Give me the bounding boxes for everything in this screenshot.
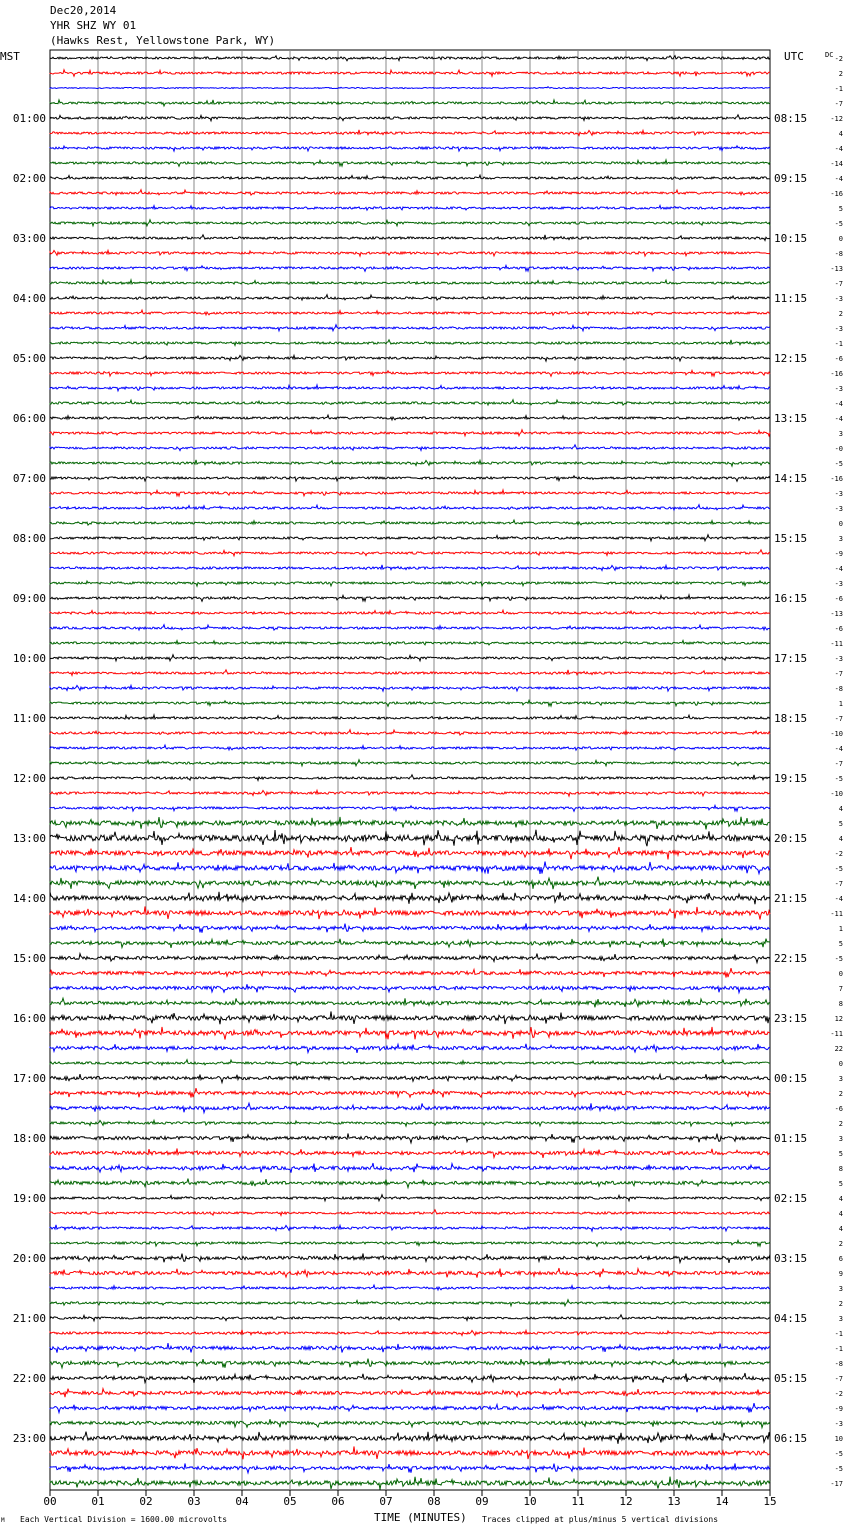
right-hour-label: 12:15 xyxy=(774,352,808,365)
seismic-trace xyxy=(50,490,770,496)
left-hour-label: 09:00 xyxy=(12,592,46,605)
dc-offset-label: 0 xyxy=(838,235,843,243)
x-tick-label: 09 xyxy=(475,1495,489,1508)
right-hour-label: 09:15 xyxy=(774,172,808,185)
seismic-trace xyxy=(50,1074,770,1082)
right-hour-label: 18:15 xyxy=(774,712,808,725)
seismic-trace xyxy=(50,1315,770,1321)
seismic-trace xyxy=(50,520,770,525)
left-hour-label: 08:00 xyxy=(12,532,46,545)
dc-offset-label: -9 xyxy=(834,550,843,558)
seismic-trace xyxy=(50,1179,770,1188)
x-tick-label: 13 xyxy=(667,1495,681,1508)
seismic-trace xyxy=(50,1373,770,1383)
dc-offset-label: 4 xyxy=(838,835,843,843)
dc-offset-label: -3 xyxy=(834,490,843,498)
seismic-trace xyxy=(50,790,770,796)
right-hour-label: 21:15 xyxy=(774,892,808,905)
seismic-trace xyxy=(50,385,770,391)
seismic-trace xyxy=(50,1358,770,1367)
dc-offset-label: 5 xyxy=(838,1180,843,1188)
left-hour-label: 19:00 xyxy=(12,1192,46,1205)
dc-offset-label: -7 xyxy=(834,880,843,888)
x-tick-label: 06 xyxy=(331,1495,345,1508)
seismic-trace xyxy=(50,295,770,300)
x-tick-label: 03 xyxy=(187,1495,201,1508)
seismic-trace xyxy=(50,984,770,992)
seismic-trace xyxy=(50,205,770,210)
dc-offset-label: -3 xyxy=(834,1420,843,1428)
dc-offset-label: -5 xyxy=(834,1450,843,1458)
right-hour-label: 03:15 xyxy=(774,1252,808,1265)
seismic-trace xyxy=(50,430,770,436)
dc-offset-label: -3 xyxy=(834,295,843,303)
left-hour-label: 20:00 xyxy=(12,1252,46,1265)
dc-offset-label: -3 xyxy=(834,580,843,588)
dc-offset-label: -0 xyxy=(834,445,843,453)
seismic-trace xyxy=(50,700,770,706)
seismic-trace xyxy=(50,1195,770,1201)
seismic-trace xyxy=(50,400,770,405)
seismic-trace xyxy=(50,220,770,226)
seismic-trace xyxy=(50,1300,770,1306)
seismic-trace xyxy=(50,235,770,241)
seismic-trace xyxy=(50,550,770,556)
seismic-trace xyxy=(50,877,770,890)
seismic-trace xyxy=(50,280,770,284)
dc-offset-label: 1 xyxy=(838,925,843,933)
seismic-trace xyxy=(50,1389,770,1398)
dc-offset-label: -1 xyxy=(834,340,843,348)
seismic-trace xyxy=(50,610,770,614)
x-tick-label: 01 xyxy=(91,1495,105,1508)
left-hour-label: 21:00 xyxy=(12,1312,46,1325)
left-hour-label: 10:00 xyxy=(12,652,46,665)
right-hour-label: 04:15 xyxy=(774,1312,808,1325)
right-hour-label: 08:15 xyxy=(774,112,808,125)
seismic-trace xyxy=(50,1343,770,1353)
x-axis-title: TIME (MINUTES) xyxy=(374,1511,467,1524)
header-date: Dec20,2014 xyxy=(50,4,117,17)
dc-offset-label: -7 xyxy=(834,760,843,768)
seismic-trace xyxy=(50,892,770,904)
left-hour-label: 02:00 xyxy=(12,172,46,185)
footer-mark: M xyxy=(1,1517,5,1524)
dc-offset-label: 4 xyxy=(838,130,843,138)
seismic-trace xyxy=(50,817,770,830)
dc-offset-label: -2 xyxy=(834,850,843,858)
seismic-trace xyxy=(50,1330,770,1336)
dc-offset-label: -8 xyxy=(834,685,843,693)
dc-offset-label: 4 xyxy=(838,1225,843,1233)
seismic-trace xyxy=(50,160,770,166)
dc-offset-label: 1 xyxy=(838,700,843,708)
dc-offset-label: -4 xyxy=(834,895,843,903)
footer-clip-note: Traces clipped at plus/minus 5 vertical divisions xyxy=(482,1515,719,1524)
seismic-trace xyxy=(50,1432,770,1444)
left-hour-label: 04:00 xyxy=(12,292,46,305)
seismic-trace xyxy=(50,1120,770,1126)
dc-offset-label: -7 xyxy=(834,715,843,723)
seismic-trace xyxy=(50,670,770,676)
dc-offset-label: -5 xyxy=(834,460,843,468)
right-hour-label: 19:15 xyxy=(774,772,808,785)
dc-offset-label: -1 xyxy=(834,1345,843,1353)
right-hour-label: 00:15 xyxy=(774,1072,808,1085)
seismic-trace xyxy=(50,476,770,481)
x-tick-label: 05 xyxy=(283,1495,297,1508)
seismic-trace xyxy=(50,1463,770,1472)
right-hour-label: 06:15 xyxy=(774,1432,808,1445)
dc-offset-label: -4 xyxy=(834,565,843,573)
dc-offset-label: -16 xyxy=(830,475,843,483)
dc-offset-label: -7 xyxy=(834,280,843,288)
seismic-trace xyxy=(50,730,770,735)
seismic-trace xyxy=(50,1253,770,1262)
dc-offset-label: -11 xyxy=(830,640,843,648)
x-tick-label: 12 xyxy=(619,1495,633,1508)
dc-offset-label: 3 xyxy=(838,1315,843,1323)
seismic-trace xyxy=(50,938,770,948)
seismic-trace xyxy=(50,625,770,630)
header-location: (Hawks Rest, Yellowstone Park, WY) xyxy=(50,34,276,47)
seismic-trace xyxy=(50,100,770,106)
seismic-trace xyxy=(50,445,770,451)
left-hour-label: 15:00 xyxy=(12,952,46,965)
dc-offset-label: 2 xyxy=(838,1090,843,1098)
dc-offset-label: -12 xyxy=(830,115,843,123)
dc-offset-label: 0 xyxy=(838,970,843,978)
left-hour-label: 18:00 xyxy=(12,1132,46,1145)
right-hour-label: 14:15 xyxy=(774,472,808,485)
dc-offset-label: 3 xyxy=(838,535,843,543)
seismic-trace xyxy=(50,265,770,271)
dc-offset-label: -13 xyxy=(830,265,843,273)
left-hour-label: 23:00 xyxy=(12,1432,46,1445)
seismic-trace xyxy=(50,355,770,361)
dc-offset-label: 2 xyxy=(838,70,843,78)
dc-offset-label: -4 xyxy=(834,145,843,153)
seismic-trace xyxy=(50,1268,770,1278)
seismic-trace xyxy=(50,830,770,846)
right-hour-label: 23:15 xyxy=(774,1012,808,1025)
seismic-trace xyxy=(50,1240,770,1246)
dc-offset-label: -3 xyxy=(834,385,843,393)
dc-offset-label: 5 xyxy=(838,820,843,828)
dc-header-label: DC xyxy=(825,51,834,59)
dc-offset-label: 5 xyxy=(838,205,843,213)
seismic-trace xyxy=(50,535,770,541)
x-tick-label: 15 xyxy=(763,1495,777,1508)
x-tick-label: 07 xyxy=(379,1495,393,1508)
seismic-trace xyxy=(50,310,770,315)
seismic-trace xyxy=(50,581,770,586)
dc-offset-label: -10 xyxy=(830,790,843,798)
left-hour-label: 22:00 xyxy=(12,1372,46,1385)
dc-offset-label: -3 xyxy=(834,325,843,333)
seismic-trace xyxy=(50,998,770,1007)
left-timezone-label: MST xyxy=(0,50,20,63)
dc-offset-label: -5 xyxy=(834,955,843,963)
left-hour-label: 16:00 xyxy=(12,1012,46,1025)
dc-offset-label: -5 xyxy=(834,775,843,783)
seismic-trace xyxy=(50,1060,770,1065)
dc-offset-label: 8 xyxy=(838,1165,843,1173)
right-hour-label: 16:15 xyxy=(774,592,808,605)
left-hour-label: 01:00 xyxy=(12,112,46,125)
dc-offset-label: -1 xyxy=(834,1330,843,1338)
seismic-trace xyxy=(50,1225,770,1231)
dc-offset-label: 10 xyxy=(834,1435,843,1443)
seismic-trace xyxy=(50,325,770,331)
seismic-trace xyxy=(50,115,770,121)
dc-offset-label: 4 xyxy=(838,1195,843,1203)
seismic-trace xyxy=(50,595,770,601)
dc-offset-label: -5 xyxy=(834,865,843,873)
seismic-trace xyxy=(50,805,770,811)
footer-scale: Each Vertical Division = 1600.00 microvolts xyxy=(20,1515,228,1524)
dc-offset-label: 4 xyxy=(838,805,843,813)
seismic-trace xyxy=(50,56,770,61)
seismic-trace xyxy=(50,655,770,661)
seismic-trace xyxy=(50,760,770,766)
x-tick-label: 14 xyxy=(715,1495,729,1508)
seismic-trace xyxy=(50,370,770,376)
dc-offset-label: -16 xyxy=(830,190,843,198)
seismic-trace xyxy=(50,745,770,750)
dc-offset-label: 22 xyxy=(834,1045,843,1053)
right-timezone-label: UTC xyxy=(784,50,804,63)
dc-offset-label: 3 xyxy=(838,1075,843,1083)
seismic-trace xyxy=(50,906,770,919)
right-hour-label: 01:15 xyxy=(774,1132,808,1145)
seismic-trace xyxy=(50,685,770,691)
seismic-trace xyxy=(50,1163,770,1173)
seismic-trace xyxy=(50,1446,770,1459)
dc-offset-label: -11 xyxy=(830,910,843,918)
dc-offset-label: 3 xyxy=(838,1135,843,1143)
dc-offset-label: 2 xyxy=(838,1240,843,1248)
dc-offset-label: -6 xyxy=(834,625,843,633)
right-hour-label: 02:15 xyxy=(774,1192,808,1205)
dc-offset-label: 5 xyxy=(838,940,843,948)
seismic-trace xyxy=(50,1103,770,1112)
dc-offset-label: -13 xyxy=(830,610,843,618)
seismic-trace xyxy=(50,340,770,346)
seismic-trace xyxy=(50,565,770,571)
right-hour-label: 15:15 xyxy=(774,532,808,545)
x-tick-label: 10 xyxy=(523,1495,537,1508)
right-hour-label: 10:15 xyxy=(774,232,808,245)
seismic-trace xyxy=(50,1419,770,1427)
dc-offset-label: -7 xyxy=(834,1375,843,1383)
dc-offset-label: 2 xyxy=(838,1300,843,1308)
seismic-trace xyxy=(50,1210,770,1216)
dc-offset-label: -2 xyxy=(834,1390,843,1398)
left-hour-label: 03:00 xyxy=(12,232,46,245)
left-hour-label: 11:00 xyxy=(12,712,46,725)
seismic-trace xyxy=(50,190,770,195)
seismic-trace xyxy=(50,250,770,256)
header-station: YHR SHZ WY 01 xyxy=(50,19,137,32)
dc-offset-label: -4 xyxy=(834,745,843,753)
seismic-trace xyxy=(50,1027,770,1040)
dc-offset-label: 5 xyxy=(838,1150,843,1158)
seismic-trace xyxy=(50,1403,770,1412)
right-hour-label: 13:15 xyxy=(774,412,808,425)
dc-offset-label: -5 xyxy=(834,1465,843,1473)
left-hour-label: 12:00 xyxy=(12,772,46,785)
dc-offset-label: -6 xyxy=(834,1105,843,1113)
seismic-trace xyxy=(50,1148,770,1157)
dc-offset-label: -16 xyxy=(830,370,843,378)
seismic-trace xyxy=(50,1088,770,1097)
dc-offset-label: 12 xyxy=(834,1015,843,1023)
seismic-trace xyxy=(50,1011,770,1024)
seismic-trace xyxy=(50,923,770,932)
dc-offset-label: -14 xyxy=(830,160,843,168)
dc-offset-label: 0 xyxy=(838,1060,843,1068)
x-tick-label: 04 xyxy=(235,1495,249,1508)
dc-offset-label: -11 xyxy=(830,1030,843,1038)
dc-offset-label: -8 xyxy=(834,250,843,258)
dc-offset-label: 2 xyxy=(838,1120,843,1128)
dc-offset-label: 8 xyxy=(838,1000,843,1008)
dc-offset-label: -1 xyxy=(834,85,843,93)
dc-offset-label: 2 xyxy=(838,310,843,318)
dc-offset-label: -6 xyxy=(834,355,843,363)
dc-offset-label: -2 xyxy=(834,55,843,63)
left-hour-label: 14:00 xyxy=(12,892,46,905)
dc-offset-label: 3 xyxy=(838,1285,843,1293)
seismic-trace xyxy=(50,775,770,781)
left-hour-label: 17:00 xyxy=(12,1072,46,1085)
dc-offset-label: 6 xyxy=(838,1255,843,1263)
dc-offset-label: -3 xyxy=(834,655,843,663)
x-tick-label: 11 xyxy=(571,1495,585,1508)
right-hour-label: 17:15 xyxy=(774,652,808,665)
dc-offset-label: 0 xyxy=(838,520,843,528)
seismic-trace xyxy=(50,415,770,420)
seismic-trace xyxy=(50,640,770,645)
seismic-trace xyxy=(50,505,770,510)
right-hour-label: 05:15 xyxy=(774,1372,808,1385)
seismic-trace xyxy=(50,715,770,719)
right-hour-label: 22:15 xyxy=(774,952,808,965)
x-tick-label: 02 xyxy=(139,1495,153,1508)
dc-offset-label: 4 xyxy=(838,1210,843,1218)
left-hour-label: 05:00 xyxy=(12,352,46,365)
seismic-trace xyxy=(50,1133,770,1142)
seismic-trace xyxy=(50,130,770,136)
right-hour-label: 11:15 xyxy=(774,292,808,305)
seismic-trace xyxy=(50,862,770,874)
seismic-trace xyxy=(50,70,770,76)
dc-offset-label: -7 xyxy=(834,670,843,678)
dc-offset-label: -7 xyxy=(834,100,843,108)
dc-offset-label: -8 xyxy=(834,1360,843,1368)
seismic-trace xyxy=(50,968,770,977)
x-tick-label: 00 xyxy=(43,1495,57,1508)
dc-offset-label: -4 xyxy=(834,175,843,183)
x-tick-label: 08 xyxy=(427,1495,441,1508)
seismic-trace xyxy=(50,460,770,466)
dc-offset-label: -5 xyxy=(834,220,843,228)
dc-offset-label: -6 xyxy=(834,595,843,603)
dc-offset-label: -4 xyxy=(834,400,843,408)
dc-offset-label: -10 xyxy=(830,730,843,738)
dc-offset-label: 3 xyxy=(838,430,843,438)
seismic-trace xyxy=(50,146,770,151)
right-hour-label: 20:15 xyxy=(774,832,808,845)
dc-offset-label: 7 xyxy=(838,985,843,993)
left-hour-label: 06:00 xyxy=(12,412,46,425)
dc-offset-label: 9 xyxy=(838,1270,843,1278)
dc-offset-label: -9 xyxy=(834,1405,843,1413)
seismic-trace xyxy=(50,847,770,859)
left-hour-label: 07:00 xyxy=(12,472,46,485)
seismic-trace xyxy=(50,175,770,179)
seismic-trace xyxy=(50,1477,770,1490)
dc-offset-label: -17 xyxy=(830,1480,843,1488)
left-hour-label: 13:00 xyxy=(12,832,46,845)
seismic-trace xyxy=(50,1044,770,1053)
seismic-trace xyxy=(50,1285,770,1290)
dc-offset-label: -3 xyxy=(834,505,843,513)
seismic-trace xyxy=(50,954,770,963)
dc-offset-label: -4 xyxy=(834,415,843,423)
seismic-trace xyxy=(50,87,770,89)
